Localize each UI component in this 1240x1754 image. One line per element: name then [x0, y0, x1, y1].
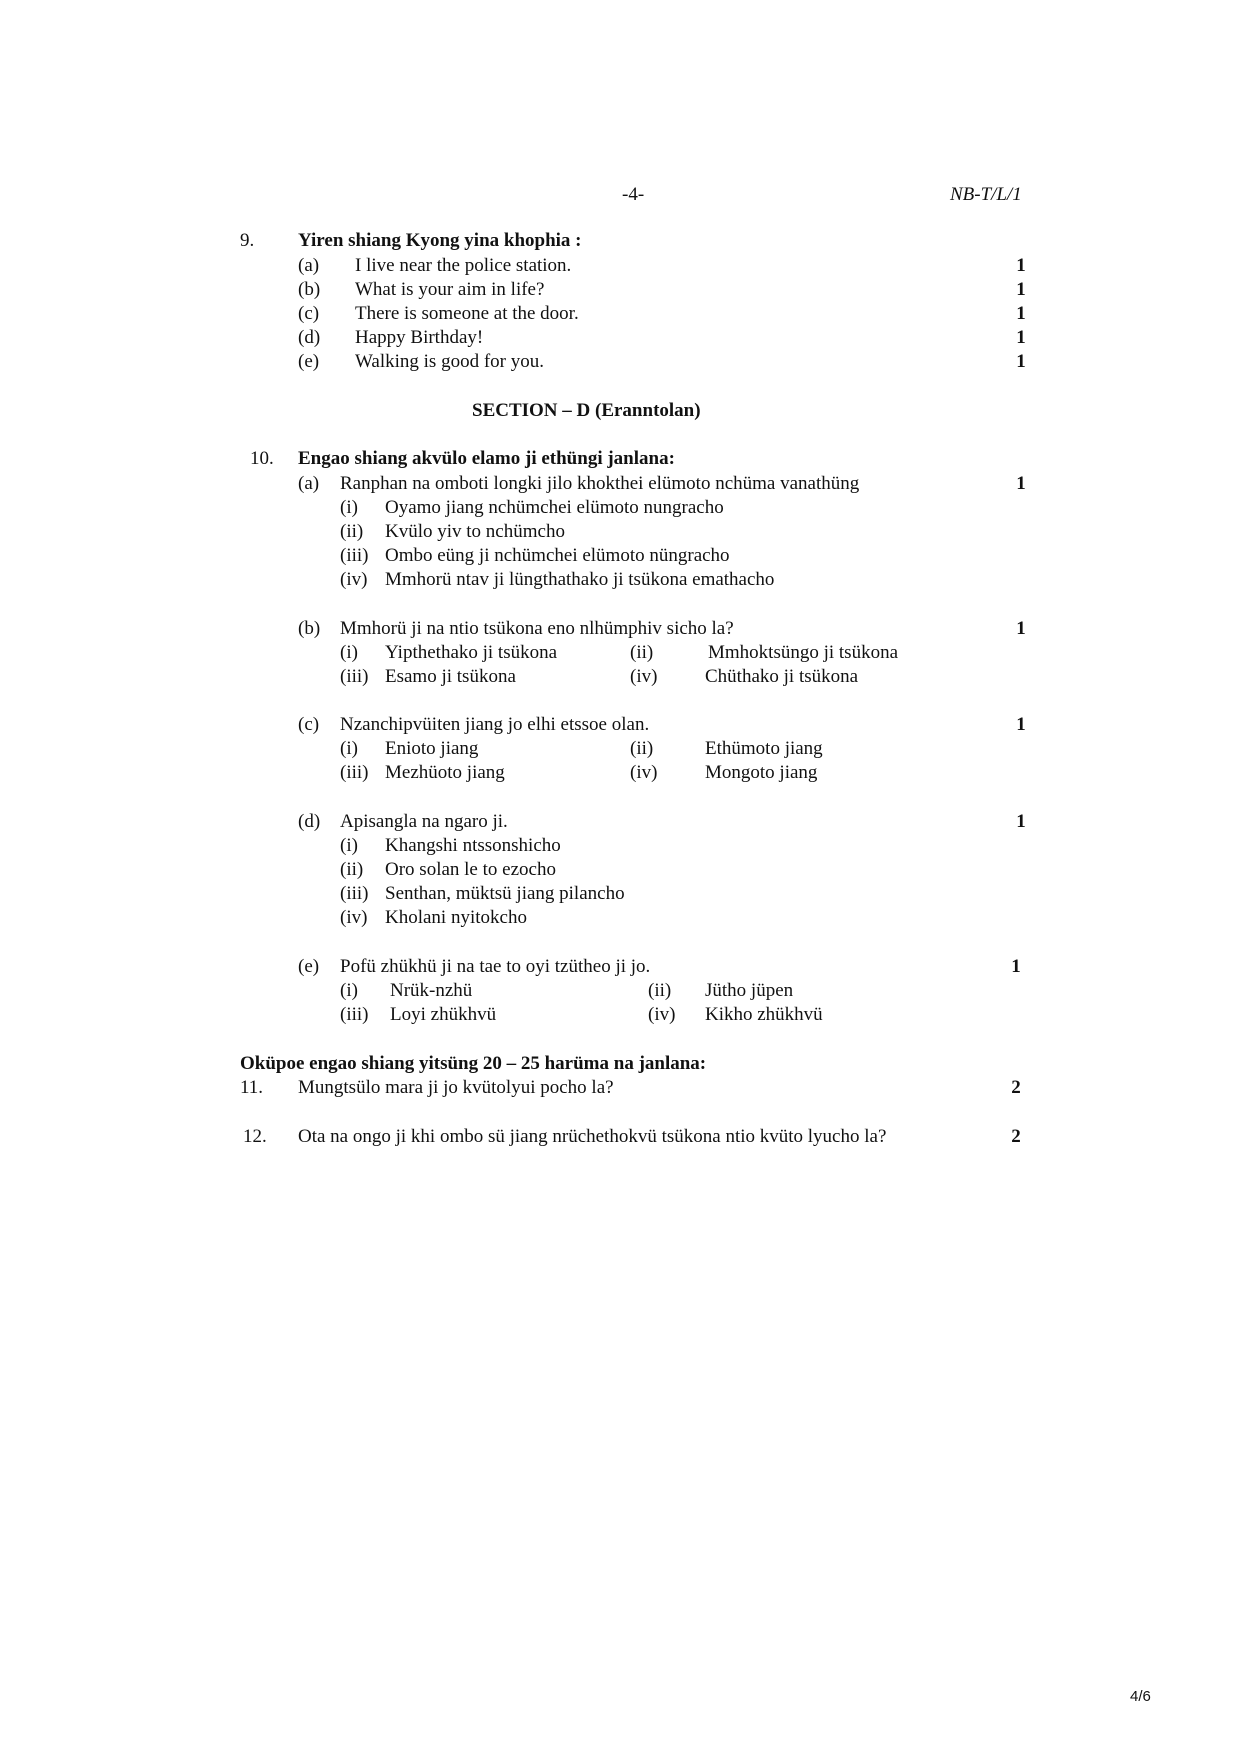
option-text: Ombo eüng ji nchümchei elümoto nüngracho: [385, 545, 730, 566]
option-label: (i): [340, 738, 358, 759]
sub-question-marks: 1: [1011, 956, 1021, 977]
sub-question-marks: 1: [1016, 714, 1026, 735]
option-label: (ii): [630, 738, 654, 759]
option-label: (ii): [630, 642, 654, 663]
sub-question-label: (d): [298, 811, 321, 832]
sub-question-text: Ranphan na omboti longki jilo khokthei elümoto nchüma vanathüng: [340, 473, 860, 494]
item-label: (a): [298, 255, 320, 276]
question-text: Mungtsülo mara ji jo kvütolyui pocho la?: [298, 1077, 614, 1098]
option-text: Loyi zhükhvü: [390, 1004, 497, 1025]
sub-question-label: (b): [298, 618, 321, 639]
question-number: 10.: [250, 448, 274, 469]
question-text: Ota na ongo ji khi ombo sü jiang nrüchethokvü tsükona ntio kvüto lyucho la?: [298, 1126, 887, 1147]
sub-question-marks: 1: [1016, 811, 1026, 832]
option-label: (i): [340, 497, 358, 518]
sub-question-label: (e): [298, 956, 320, 977]
question-marks: 2: [1011, 1077, 1021, 1098]
option-text: Esamo ji tsükona: [385, 666, 516, 687]
item-text: There is someone at the door.: [355, 303, 579, 324]
sub-question-marks: 1: [1016, 473, 1026, 494]
option-label: (iv): [630, 762, 658, 783]
sub-question-label: (a): [298, 473, 320, 494]
item-marks: 1: [1016, 351, 1026, 372]
item-label: (b): [298, 279, 321, 300]
option-label: (ii): [340, 521, 364, 542]
question-number: 11.: [240, 1077, 264, 1098]
option-text: Oro solan le to ezocho: [385, 859, 556, 880]
item-marks: 1: [1016, 327, 1026, 348]
option-label: (iii): [340, 762, 369, 783]
option-label: (ii): [648, 980, 672, 1001]
option-text: Khangshi ntssonshicho: [385, 835, 561, 856]
option-label: (iii): [340, 666, 369, 687]
paper-code: NB-T/L/1: [950, 184, 1022, 205]
item-text: Happy Birthday!: [355, 327, 484, 348]
option-label: (iv): [340, 907, 368, 928]
item-text: I live near the police station.: [355, 255, 572, 276]
item-text: What is your aim in life?: [355, 279, 545, 300]
option-text: Oyamo jiang nchümchei elümoto nungracho: [385, 497, 724, 518]
page-number: -4-: [622, 184, 645, 205]
question-marks: 2: [1011, 1126, 1021, 1147]
option-label: (iii): [340, 883, 369, 904]
option-label: (iv): [630, 666, 658, 687]
option-text: Ethümoto jiang: [705, 738, 823, 759]
sub-question-text: Pofü zhükhü ji na tae to oyi tzütheo ji jo.: [340, 956, 651, 977]
option-label: (i): [340, 980, 358, 1001]
sub-question-text: Nzanchipvüiten jiang jo elhi etssoe olan.: [340, 714, 650, 735]
sub-question-text: Apisangla na ngaro ji.: [340, 811, 508, 832]
option-text: Jütho jüpen: [705, 980, 794, 1001]
option-label: (iii): [340, 545, 369, 566]
sub-question-label: (c): [298, 714, 320, 735]
option-label: (iv): [648, 1004, 676, 1025]
item-label: (e): [298, 351, 320, 372]
option-text: Mezhüoto jiang: [385, 762, 505, 783]
page-indicator: 4/6: [1130, 1688, 1151, 1705]
question-number: 12.: [243, 1126, 267, 1147]
option-text: Kvülo yiv to nchümcho: [385, 521, 565, 542]
option-label: (iv): [340, 569, 368, 590]
option-text: Kholani nyitokcho: [385, 907, 527, 928]
option-text: Mongoto jiang: [705, 762, 818, 783]
option-text: Kikho zhükhvü: [705, 1004, 823, 1025]
item-label: (d): [298, 327, 321, 348]
option-label: (i): [340, 835, 358, 856]
option-label: (i): [340, 642, 358, 663]
short-answer-instruction: Oküpoe engao shiang yitsüng 20 – 25 harüma na janlana:: [240, 1053, 707, 1074]
item-text: Walking is good for you.: [355, 351, 544, 372]
option-text: Mmhoktsüngo ji tsükona: [708, 642, 899, 663]
option-text: Nrük-nzhü: [390, 980, 473, 1001]
sub-question-text: Mmhorü ji na ntio tsükona eno nlhümphiv sicho la?: [340, 618, 734, 639]
option-label: (ii): [340, 859, 364, 880]
option-text: Mmhorü ntav ji lüngthathako ji tsükona emathacho: [385, 569, 775, 590]
item-marks: 1: [1016, 255, 1026, 276]
item-marks: 1: [1016, 279, 1026, 300]
section-heading: SECTION – D (Eranntolan): [472, 400, 701, 421]
option-text: Chüthako ji tsükona: [705, 666, 859, 687]
question-prompt: Engao shiang akvülo elamo ji ethüngi janlana:: [298, 448, 675, 469]
question-number: 9.: [240, 230, 255, 251]
sub-question-marks: 1: [1016, 618, 1026, 639]
option-text: Senthan, müktsü jiang pilancho: [385, 883, 625, 904]
question-prompt: Yiren shiang Kyong yina khophia :: [298, 230, 582, 251]
option-text: Yipthethako ji tsükona: [385, 642, 558, 663]
option-text: Enioto jiang: [385, 738, 479, 759]
item-label: (c): [298, 303, 320, 324]
option-label: (iii): [340, 1004, 369, 1025]
item-marks: 1: [1016, 303, 1026, 324]
